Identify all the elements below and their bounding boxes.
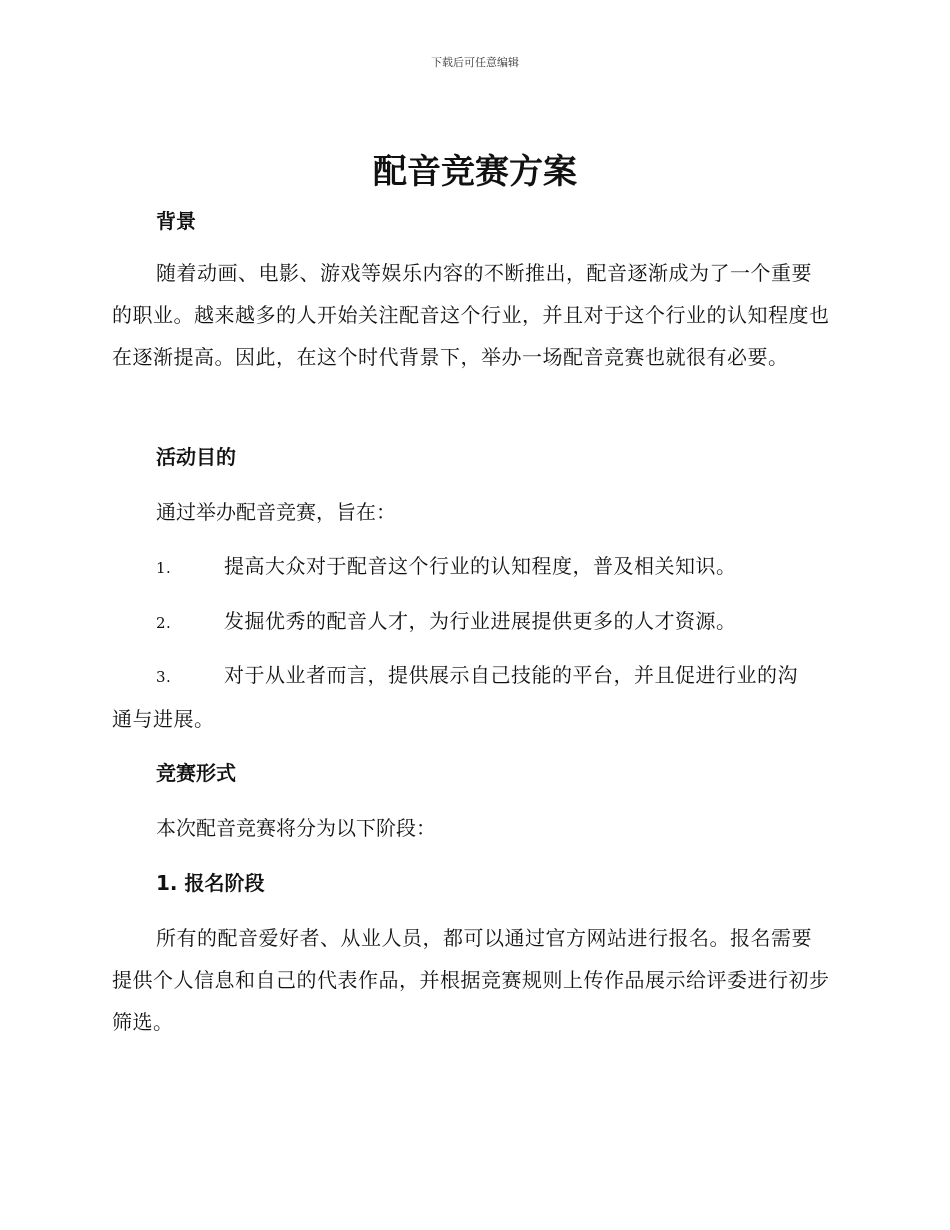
list-item-number: 2. (156, 614, 172, 632)
background-paragraph: 随着动画、电影、游戏等娱乐内容的不断推出，配音逐渐成为了一个重要的职业。越来越多的人开始关注配音这个行业，并且对于这个行业的认知程度也在逐渐提高。因此，在这个时代背景下，举办一场配音竞赛也就很有必要。 (112, 261, 830, 369)
list-item-number: 3. (156, 668, 172, 686)
section-heading-format: 竞赛形式 (156, 761, 236, 785)
format-intro: 本次配音竞赛将分为以下阶段： (156, 816, 436, 840)
list-item-text: 对于从业者而言，提供展示自己技能的平台，并且促进行业的沟 (224, 663, 798, 687)
purpose-list-item (112, 600, 876, 644)
stage-heading-registration: 1. 报名阶段 (156, 871, 265, 895)
registration-paragraph: 所有的配音爱好者、从业人员，都可以通过官方网站进行报名。报名需要提供个人信息和自己的代表作品，并根据竞赛规则上传作品展示给评委进行初步筛选。 (112, 926, 830, 1034)
list-item-text: 提高大众对于配音这个行业的认知程度，普及相关知识。 (224, 554, 737, 578)
purpose-list-item (112, 545, 876, 589)
section-heading-purpose: 活动目的 (156, 445, 236, 469)
purpose-intro: 通过举办配音竞赛，旨在： (156, 500, 396, 524)
list-item-text-continued: 通与进展。 (112, 707, 215, 731)
document-title: 配音竞赛方案 (373, 152, 577, 192)
page-header-note: 下载后可任意编辑 (431, 56, 519, 69)
section-heading-background: 背景 (156, 209, 196, 233)
purpose-list-item (112, 654, 876, 740)
list-item-number: 1. (156, 559, 172, 577)
list-item-text: 发掘优秀的配音人才，为行业进展提供更多的人才资源。 (224, 609, 737, 633)
